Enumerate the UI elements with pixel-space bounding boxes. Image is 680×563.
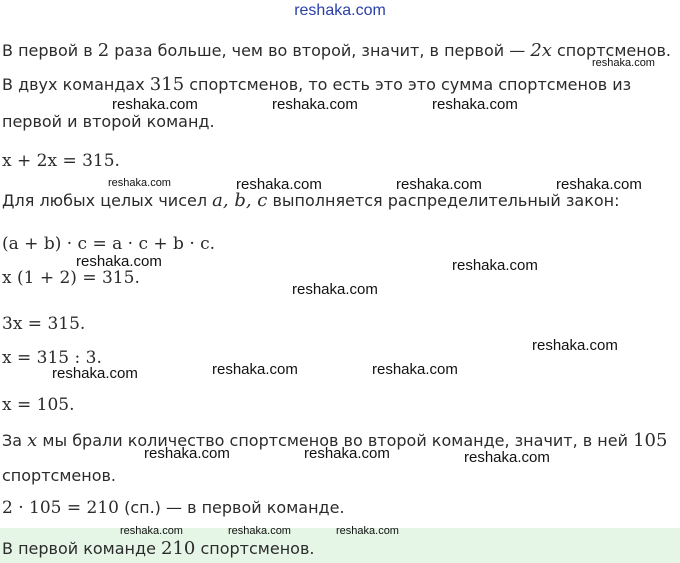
watermark: reshaka.com — [304, 445, 390, 462]
text: В двух командах — [2, 75, 150, 94]
math-variable: x — [27, 430, 38, 451]
math-expression: 2x — [530, 40, 552, 61]
watermark: reshaka.com — [532, 337, 618, 354]
watermark: reshaka.com — [236, 176, 322, 193]
text: (сп.) — в первой команде. — [118, 498, 345, 517]
site-header-link[interactable]: reshaka.com — [294, 2, 386, 19]
text-line-13 — [2, 498, 345, 518]
equation-2: (a + b) · c = a · c + b · c. — [2, 234, 216, 254]
text: В первой команде — [2, 539, 162, 558]
text: выполняется распределительный закон: — [267, 191, 620, 210]
text: спортсменов. — [195, 539, 315, 558]
text: В первой в — [2, 41, 98, 60]
text: мы брали количество спортсменов во второй команде, значит, в ней — [37, 431, 634, 450]
watermark: reshaka.com — [212, 361, 298, 378]
watermark: reshaka.com — [52, 365, 138, 382]
text: За — [2, 431, 28, 450]
text-line-12: спортсменов. — [2, 466, 116, 485]
watermark: reshaka.com — [432, 96, 518, 113]
text: раза больше, чем во второй, значит, в первой — — [109, 41, 531, 60]
text-line-1 — [2, 40, 671, 61]
watermark: reshaka.com — [108, 177, 171, 189]
watermark: reshaka.com — [464, 449, 550, 466]
equation-5: x = 315 : 3. — [2, 348, 102, 368]
equation-1: x + 2x = 315. — [2, 151, 120, 171]
math-number: 315 — [149, 74, 185, 95]
watermark: reshaka.com — [120, 525, 183, 537]
math-number: 210 — [161, 538, 196, 559]
answer-line — [2, 538, 314, 559]
text: спортсменов. — [551, 41, 672, 60]
watermark: reshaka.com — [336, 525, 399, 537]
math-number: 2 — [97, 40, 110, 61]
watermark: reshaka.com — [592, 57, 655, 69]
watermark: reshaka.com — [272, 96, 358, 113]
math-expression: a, b, c — [212, 190, 268, 211]
watermark: reshaka.com — [144, 445, 230, 462]
text-line-5 — [2, 190, 620, 211]
watermark: reshaka.com — [452, 257, 538, 274]
text: Для любых целых чисел — [2, 191, 213, 210]
watermark: reshaka.com — [76, 253, 162, 270]
watermark: reshaka.com — [292, 281, 378, 298]
equation-6: x = 105. — [2, 395, 75, 415]
math-number: 105 — [633, 430, 668, 451]
watermark: reshaka.com — [396, 176, 482, 193]
watermark: reshaka.com — [112, 96, 198, 113]
text: спортсменов, то есть это это сумма спортсменов из — [184, 75, 632, 94]
text-line-3: первой и второй команд. — [2, 112, 215, 131]
watermark: reshaka.com — [228, 525, 291, 537]
equation-3: x (1 + 2) = 315. — [2, 268, 140, 288]
math-expression: 2 · 105 = 210 — [2, 498, 119, 518]
text-line-2 — [2, 74, 631, 95]
equation-4: 3x = 315. — [2, 314, 86, 334]
watermark: reshaka.com — [556, 176, 642, 193]
watermark: reshaka.com — [372, 361, 458, 378]
